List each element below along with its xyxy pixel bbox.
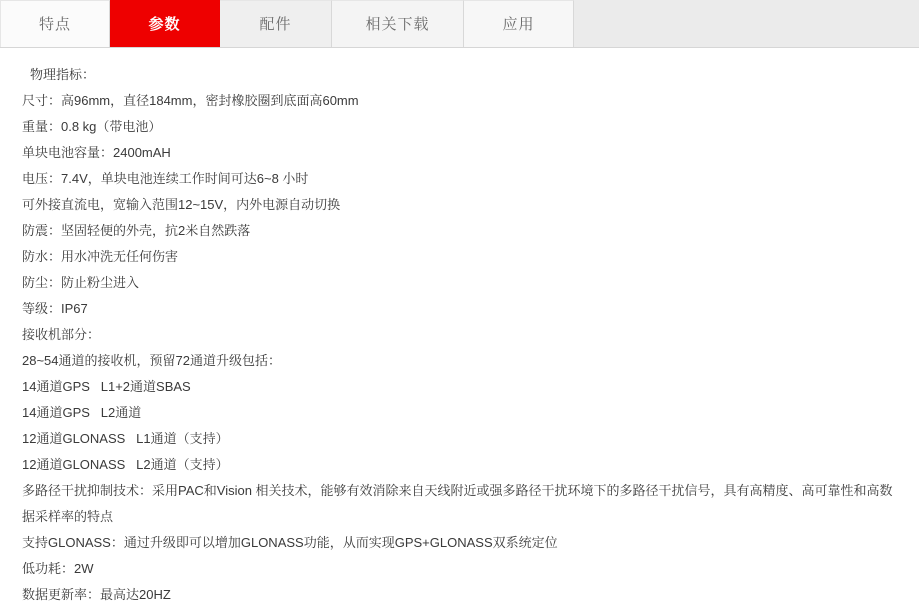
spec-line: 尺寸：高96mm，直径184mm，密封橡胶圈到底面高60mm — [22, 93, 359, 108]
spec-line: 数据更新率：最高达20HZ — [22, 587, 171, 602]
tab-accessories[interactable]: 配件 — [220, 0, 332, 47]
spec-line: 支持GLONASS：通过升级即可以增加GLONASS功能，从而实现GPS+GLONASS双系统定位 — [22, 535, 558, 550]
tab-parameters[interactable]: 参数 — [110, 0, 220, 47]
tab-applications[interactable]: 应用 — [464, 0, 574, 47]
spec-line: 低功耗：2W — [22, 561, 94, 576]
spec-line: 重量：0.8 kg（带电池） — [22, 119, 162, 134]
spec-line: 物理指标： — [30, 67, 96, 82]
tab-features[interactable]: 特点 — [0, 0, 110, 47]
spec-line: 等级：IP67 — [22, 301, 88, 316]
product-tab-bar — [0, 0, 919, 48]
tab-bar-filler — [574, 0, 919, 47]
spec-line: 防震：坚固轻便的外壳，抗2米自然跌落 — [22, 223, 251, 238]
spec-line: 28~54通道的接收机，预留72通道升级包括： — [22, 353, 281, 368]
spec-line: 12通道GLONASS L1通道（支持） — [22, 431, 229, 446]
spec-line: 14通道GPS L2通道 — [22, 405, 142, 420]
spec-line: 14通道GPS L1+2通道SBAS — [22, 379, 191, 394]
spec-line: 单块电池容量：2400mAH — [22, 145, 171, 160]
spec-line: 防尘：防止粉尘进入 — [22, 275, 140, 290]
tab-downloads[interactable]: 相关下载 — [332, 0, 464, 47]
spec-content — [0, 48, 919, 615]
spec-line: 可外接直流电，宽输入范围12~15V，内外电源自动切换 — [22, 197, 341, 212]
spec-line: 12通道GLONASS L2通道（支持） — [22, 457, 229, 472]
spec-line: 防水：用水冲洗无任何伤害 — [22, 249, 179, 264]
spec-line: 电压：7.4V，单块电池连续工作时间可达6~8 小时 — [22, 171, 309, 186]
spec-line: 多路径干扰抑制技术：采用PAC和Vision 相关技术，能够有效消除来自天线附近或强多路径干扰环境下的多路径干扰信号，具有高精度、高可靠性和高数据采样率的特点 — [22, 483, 893, 524]
spec-line: 接收机部分： — [22, 327, 101, 342]
